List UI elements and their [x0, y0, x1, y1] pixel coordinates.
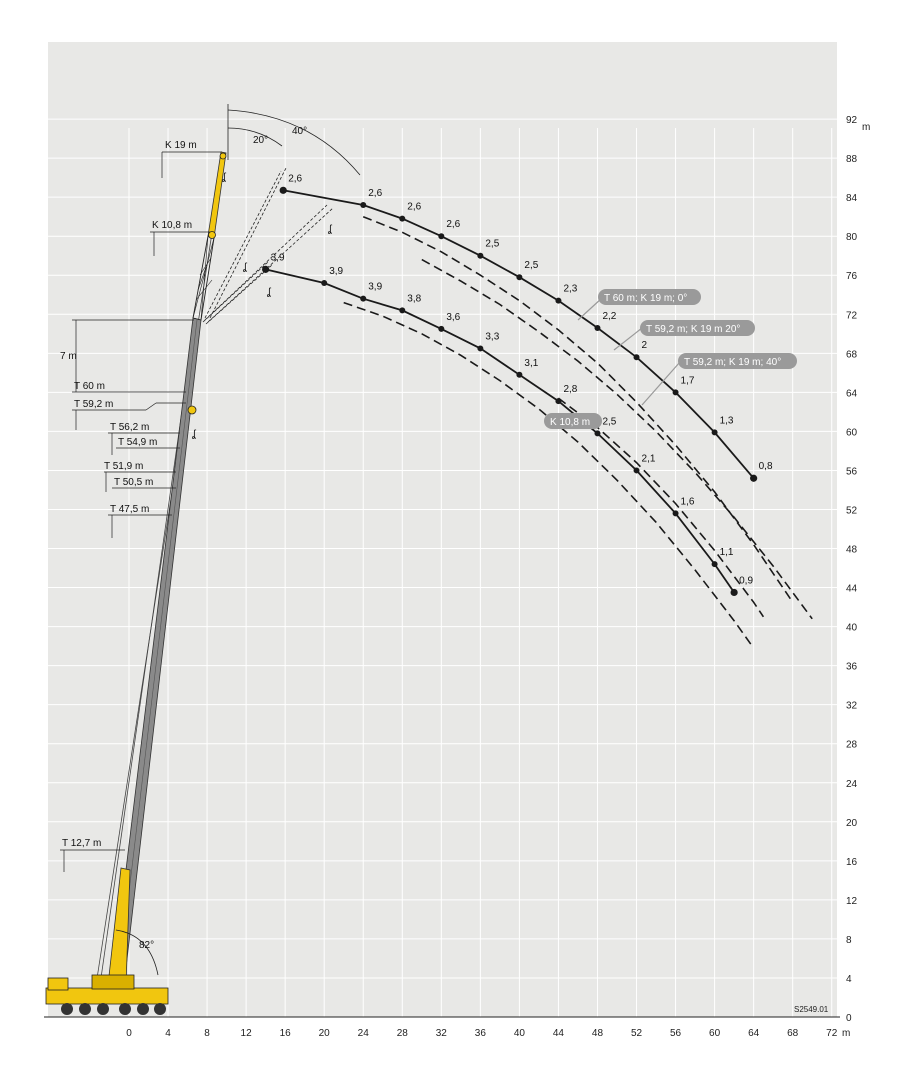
point-value-label: 2,3 — [563, 283, 578, 295]
data-point — [280, 187, 287, 194]
y-tick-label: 68 — [846, 349, 858, 361]
wheel — [61, 1003, 73, 1015]
hook-icon: ʆ — [243, 262, 247, 273]
y-tick-label: 80 — [846, 232, 858, 244]
x-tick-label: 36 — [474, 1028, 486, 1039]
x-tick-label: 64 — [748, 1028, 760, 1039]
x-tick-label: 72 — [826, 1028, 838, 1039]
point-value-label: 1,3 — [719, 415, 734, 427]
y-tick-label: 40 — [846, 622, 858, 634]
y-tick-label: 28 — [846, 739, 858, 751]
data-point — [438, 233, 444, 239]
wheel — [97, 1003, 109, 1015]
point-value-label: 2,5 — [485, 238, 500, 250]
data-point — [594, 430, 600, 436]
point-value-label: 2,6 — [446, 219, 461, 231]
x-tick-label: 44 — [552, 1028, 565, 1039]
wheel — [154, 1003, 166, 1015]
data-point — [731, 589, 738, 596]
label-7m: 7 m — [60, 351, 77, 362]
x-axis-ticks — [126, 1028, 838, 1039]
data-point — [321, 280, 327, 286]
x-tick-label: 0 — [126, 1028, 132, 1039]
x-tick-label: 68 — [787, 1028, 799, 1039]
superstructure — [92, 975, 134, 989]
point-value-label: 3,3 — [485, 331, 500, 343]
x-tick-label: 16 — [279, 1028, 291, 1039]
data-point — [555, 298, 561, 304]
point-value-label: 2,5 — [602, 416, 617, 428]
y-tick-label: 88 — [846, 154, 858, 166]
y-tick-label: 16 — [846, 856, 858, 868]
y-tick-label: 76 — [846, 271, 858, 283]
jib-head-sheave — [220, 153, 226, 159]
label-t60: T 60 m — [74, 381, 105, 392]
label-k108: K 10,8 m — [152, 220, 193, 231]
point-value-label: 0,8 — [758, 461, 773, 473]
data-point — [634, 467, 640, 473]
data-point — [634, 354, 640, 360]
point-value-label: 1,6 — [680, 496, 695, 508]
label-t475: T 47,5 m — [110, 504, 150, 515]
point-value-label: 2 — [641, 340, 648, 352]
point-value-label: 2,8 — [563, 384, 578, 396]
y-tick-label: 52 — [846, 505, 858, 517]
data-point — [516, 372, 522, 378]
data-point — [477, 345, 483, 351]
data-point — [673, 389, 679, 395]
y-tick-label: 24 — [846, 778, 858, 790]
data-point — [438, 326, 444, 332]
label-k19: K 19 m — [165, 140, 197, 151]
y-unit-label: m — [862, 122, 871, 133]
legend-t60: T 60 m; K 19 m; 0° — [604, 293, 688, 304]
label-t592: T 59,2 m — [74, 399, 114, 410]
y-tick-label: 4 — [846, 973, 852, 985]
y-tick-label: 20 — [846, 817, 858, 829]
data-point — [594, 325, 600, 331]
data-point — [399, 307, 405, 313]
point-value-label: 1,1 — [719, 547, 734, 559]
point-value-label: 2,6 — [407, 201, 422, 213]
x-unit-label: m — [842, 1028, 851, 1039]
y-tick-label: 0 — [846, 1013, 852, 1024]
data-point — [673, 510, 679, 516]
y-tick-label: 12 — [846, 895, 858, 907]
y-tick-label: 84 — [846, 193, 858, 205]
label-t519: T 51,9 m — [104, 461, 144, 472]
hook-icon: ʆ — [192, 429, 196, 440]
data-point — [516, 274, 522, 280]
luffing-angle-label: 82° — [139, 940, 155, 951]
y-tick-label: 92 — [846, 115, 858, 127]
carrier-cab — [48, 978, 68, 990]
y-tick-label: 36 — [846, 661, 858, 673]
point-value-label: 3,9 — [368, 281, 383, 293]
point-value-label: 1,7 — [680, 375, 695, 387]
legend-t592-40: T 59,2 m; K 19 m; 40° — [684, 357, 782, 368]
angle-40-label: 40° — [292, 126, 308, 137]
legend-t592-20: T 59,2 m; K 19 m 20° — [646, 324, 741, 335]
wheel — [79, 1003, 91, 1015]
y-tick-label: 32 — [846, 700, 858, 712]
point-value-label: 2,6 — [368, 187, 383, 199]
x-tick-label: 12 — [240, 1028, 252, 1039]
hook-icon: ʆ — [267, 287, 271, 298]
label-t562: T 56,2 m — [110, 422, 150, 433]
point-value-label: 2,2 — [602, 310, 617, 322]
x-tick-label: 40 — [513, 1028, 525, 1039]
x-tick-label: 20 — [318, 1028, 330, 1039]
data-point — [399, 216, 405, 222]
point-value-label: 2,6 — [288, 173, 303, 185]
x-tick-label: 32 — [435, 1028, 447, 1039]
x-tick-label: 60 — [709, 1028, 721, 1039]
point-value-label: 3,9 — [270, 252, 285, 264]
x-tick-label: 8 — [204, 1028, 210, 1039]
x-tick-label: 56 — [669, 1028, 682, 1039]
y-tick-label: 8 — [846, 934, 852, 946]
point-value-label: 0,9 — [739, 575, 754, 587]
point-value-label: 3,9 — [329, 266, 344, 278]
hook-icon: ʆ — [328, 224, 332, 235]
data-point — [360, 202, 366, 208]
drawing-code: S2549.01 — [794, 1005, 829, 1014]
y-tick-label: 60 — [846, 427, 858, 439]
carrier-chassis — [46, 988, 168, 1004]
point-value-label: 3,1 — [524, 357, 539, 369]
x-tick-label: 24 — [357, 1028, 369, 1039]
label-t549: T 54,9 m — [118, 437, 158, 448]
x-tick-label: 48 — [591, 1028, 604, 1039]
data-point — [262, 266, 269, 273]
y-tick-label: 72 — [846, 310, 858, 322]
data-point — [750, 475, 757, 482]
angle-20-label: 20° — [253, 135, 269, 146]
y-tick-label: 56 — [846, 466, 858, 478]
label-t505: T 50,5 m — [114, 477, 154, 488]
hook-icon: ʆ — [222, 172, 226, 183]
data-point — [712, 429, 718, 435]
wheel — [119, 1003, 131, 1015]
jib-joint — [209, 232, 216, 239]
x-tick-label: 28 — [396, 1028, 408, 1039]
y-tick-label: 44 — [846, 583, 858, 595]
y-axis-ticks — [846, 115, 858, 1024]
point-value-label: 3,8 — [407, 293, 422, 305]
point-value-label: 2,1 — [641, 453, 656, 465]
wheel — [137, 1003, 149, 1015]
data-point — [712, 561, 718, 567]
label-t127: T 12,7 m — [62, 838, 102, 849]
point-value-label: 3,6 — [446, 311, 461, 323]
boom-head-collar — [188, 406, 196, 414]
y-tick-label: 64 — [846, 388, 858, 400]
y-tick-label: 48 — [846, 544, 858, 556]
legend-k108: K 10,8 m — [550, 417, 591, 428]
point-value-label: 2,5 — [524, 260, 539, 272]
x-tick-label: 4 — [165, 1028, 171, 1039]
data-point — [360, 296, 366, 302]
data-point — [477, 253, 483, 259]
x-tick-label: 52 — [630, 1028, 643, 1039]
